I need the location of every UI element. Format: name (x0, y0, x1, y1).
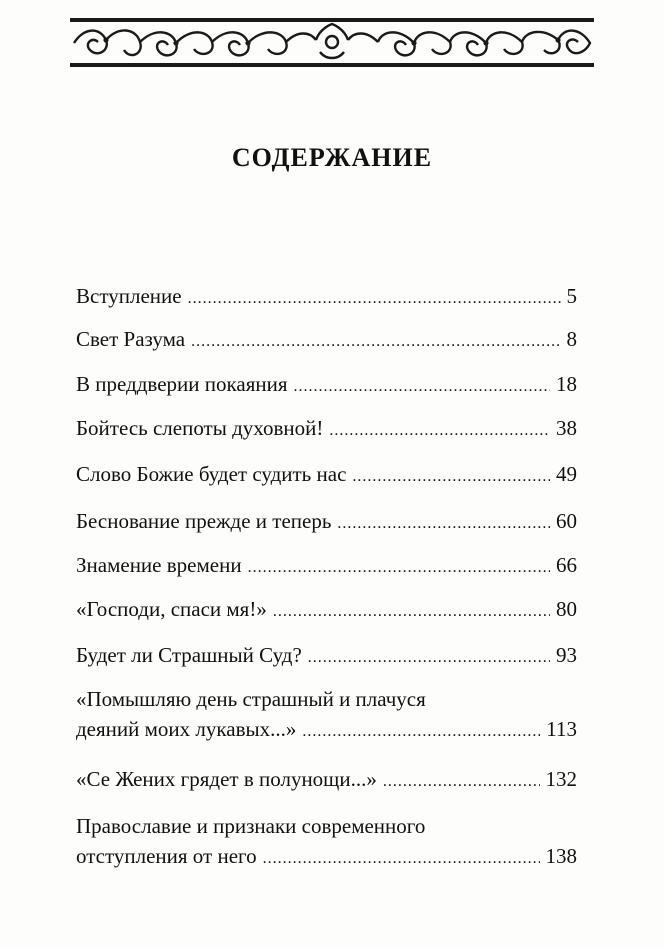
dot-leader (302, 717, 540, 747)
toc-entry-title: Бойтесь слепоты духовной! (76, 416, 324, 440)
toc-entry[interactable] (76, 324, 577, 357)
toc-entry-leader-line (76, 324, 577, 357)
toc-entry-leader-line (76, 714, 577, 747)
toc-entry-leader-line (76, 369, 577, 402)
toc-entry-page-number: 113 (546, 717, 577, 741)
dot-leader (188, 284, 561, 314)
dot-leader (248, 553, 550, 583)
toc-entry-page-number: 8 (566, 327, 577, 351)
toc-entry[interactable] (76, 684, 577, 747)
toc-entry-page-number: 80 (556, 597, 577, 621)
toc-entry-title: деяний моих лукавых...» (76, 717, 297, 741)
toc-entry-title: Знамение времени (76, 553, 242, 577)
toc-entry-leader-line (76, 459, 577, 492)
toc-entry-title: отступления от него (76, 844, 257, 868)
toc-entry-title-line: «Помышляю день страшный и плачуся (76, 687, 426, 711)
toc-entry-page-number: 93 (556, 643, 577, 667)
toc-entry-leader-line (76, 640, 577, 673)
toc-entry[interactable] (76, 640, 577, 673)
dot-leader (273, 597, 550, 627)
toc-entry-title: Слово Божие будет судить нас (76, 462, 347, 486)
toc-entry-title: «Господи, спаси мя!» (76, 597, 267, 621)
toc-entry-title: В преддверии покаяния (76, 372, 288, 396)
toc-entry-leader-line (76, 594, 577, 627)
toc-entry[interactable] (76, 281, 577, 314)
toc-entry-page-number: 138 (545, 844, 577, 868)
header-ornament (70, 18, 594, 68)
toc-entry-page-number: 5 (566, 284, 577, 308)
toc-entry-title: Будет ли Страшный Суд? (76, 643, 302, 667)
toc-entry-page-number: 66 (556, 553, 577, 577)
toc-entry-leader-line (76, 841, 577, 874)
dot-leader (383, 767, 540, 797)
page-title: СОДЕРЖАНИЕ (231, 143, 433, 172)
toc-entry-title: Свет Разума (76, 327, 186, 351)
toc-entry-leader-line (76, 764, 577, 797)
toc-entry-page-number: 132 (545, 767, 577, 791)
toc-entry-leader-line (76, 281, 577, 314)
dot-leader (308, 643, 550, 673)
toc-entry-page-number: 49 (556, 462, 577, 486)
toc-entry[interactable] (76, 550, 577, 583)
toc-entry[interactable] (76, 594, 577, 627)
toc-entry-page-number: 18 (556, 372, 577, 396)
toc-entry-leader-line (76, 550, 577, 583)
toc-entry-title: Беснование прежде и теперь (76, 509, 332, 533)
toc-entry-title: «Се Жених грядет в полунощи...» (76, 767, 377, 791)
toc-entry[interactable] (76, 413, 577, 446)
toc-entry-leader-line (76, 506, 577, 539)
toc-entry[interactable] (76, 369, 577, 402)
toc-entry[interactable] (76, 459, 577, 492)
dot-leader (191, 327, 560, 357)
toc-entry[interactable] (76, 764, 577, 797)
dot-leader (329, 416, 550, 446)
toc-entry[interactable] (76, 506, 577, 539)
toc-entry-title: Вступление (76, 284, 182, 308)
dot-leader (352, 462, 550, 492)
dot-leader (294, 372, 551, 402)
toc-entry-leader-line (76, 413, 577, 446)
toc-entry-page-number: 60 (556, 509, 577, 533)
toc-entry-title-line: Православие и признаки современного (76, 814, 426, 838)
dot-leader (263, 844, 540, 874)
toc-entry-page-number: 38 (556, 416, 577, 440)
dot-leader (337, 509, 550, 539)
toc-entry[interactable] (76, 811, 577, 874)
